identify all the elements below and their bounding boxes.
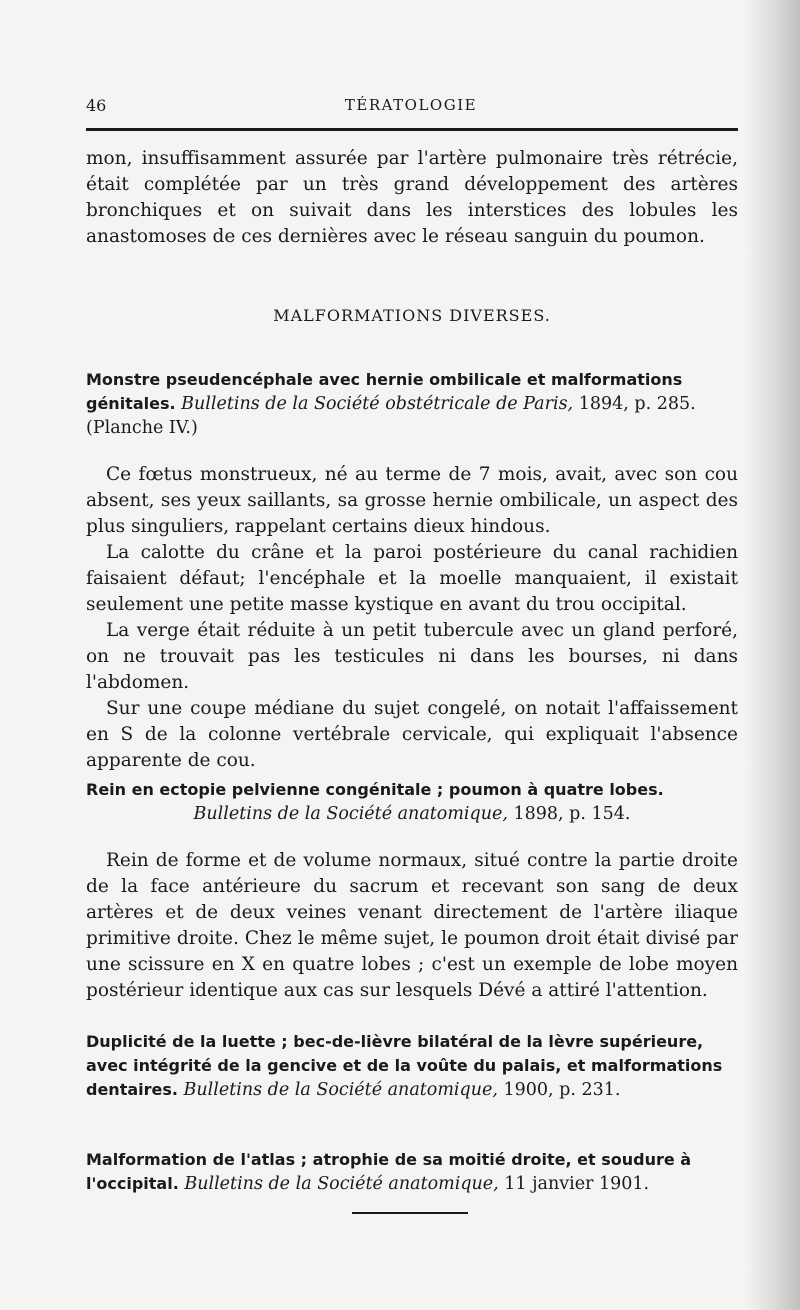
entry-1-paragraph: Sur une coupe médiane du sujet congelé, on notait l'affaissement en S de la colonne vertébrale cervicale, qui expliquait l'absence apparente de cou.	[86, 698, 738, 771]
entry-1-citation-tail: 1894, p. 285. (Planche IV.)	[86, 394, 696, 438]
running-title: TÉRATOLOGIE	[344, 96, 478, 114]
entry-4	[86, 1148, 738, 1196]
entry-1-paragraph: La calotte du crâne et la paroi postérieure du canal rachidien faisaient défaut; l'encéphale et la moelle manquaient, il existait seulement une petite masse kystique en avant du trou occipital.	[86, 542, 738, 615]
entry-3-citation-tail: 1900, p. 231.	[503, 1080, 621, 1100]
entry-3-citation: Bulletins de la Société anatomique,	[183, 1080, 498, 1100]
end-rule	[352, 1212, 468, 1214]
entry-4-heading: Malformation de l'atlas ; atrophie de sa moitié droite, et soudure à l'occipital.	[86, 1150, 692, 1193]
page-edge-shadow	[745, 0, 800, 1310]
entry-1-heading: Monstre pseudencéphale avec hernie ombilicale et malformations génitales.	[86, 370, 683, 413]
entry-2-header	[86, 778, 738, 826]
entry-4-citation-tail: 11 janvier 1901.	[504, 1174, 650, 1194]
entry-1-paragraph: La verge était réduite à un petit tubercule avec un gland perforé, on ne trouvait pas les testicules ni dans les bourses, ni dans l'abdomen.	[86, 620, 738, 693]
entry-2-citation-tail: 1898, p. 154.	[513, 804, 631, 824]
entry-1-header	[86, 368, 738, 440]
entry-2-citation-line	[86, 802, 738, 826]
section-title: MALFORMATIONS DIVERSES.	[273, 306, 551, 325]
running-head	[86, 96, 736, 120]
entry-1-body	[86, 462, 738, 774]
header-rule	[86, 128, 738, 131]
entry-3	[86, 1030, 738, 1102]
entry-2-paragraph: Rein de forme et de volume normaux, situé contre la partie droite de la face antérieure du sacrum et recevant son sang de deux artères et de deux veines venant directement de l'artère iliaque primitive droite. Chez le même sujet, le poumon droit était divisé par une scissure en X en quatre lobes ; c'est un exemple de lobe moyen postérieur identique aux cas sur lesquels Dévé a attiré l'attention.	[86, 850, 738, 1001]
entry-3-heading: Duplicité de la luette ; bec-de-lièvre bilatéral de la lèvre supérieure, avec intégrité de la gencive et de la voûte du palais, et malformations dentaires.	[86, 1032, 723, 1099]
entry-4-citation: Bulletins de la Société anatomique,	[184, 1174, 499, 1194]
intro-text: mon, insuffisamment assurée par l'artère pulmonaire très rétrécie, était complétée par un très grand développement des artères bronchiques et on suivait dans les interstices des lobules les anastomoses de ces dernières avec le réseau sanguin du poumon.	[86, 148, 738, 247]
entry-2-body	[86, 848, 738, 1004]
entry-2-citation: Bulletins de la Société anatomique,	[193, 804, 508, 824]
entry-1-paragraph: Ce fœtus monstrueux, né au terme de 7 mois, avait, avec son cou absent, ses yeux saillants, sa grosse hernie ombilicale, un aspect des plus singuliers, rappelant certains dieux hindous.	[86, 464, 738, 537]
page-number: 46	[86, 96, 107, 115]
entry-1-citation: Bulletins de la Société obstétricale de Paris,	[181, 394, 574, 414]
entry-2-heading: Rein en ectopie pelvienne congénitale ; poumon à quatre lobes.	[86, 780, 664, 799]
intro-paragraph	[86, 146, 738, 250]
